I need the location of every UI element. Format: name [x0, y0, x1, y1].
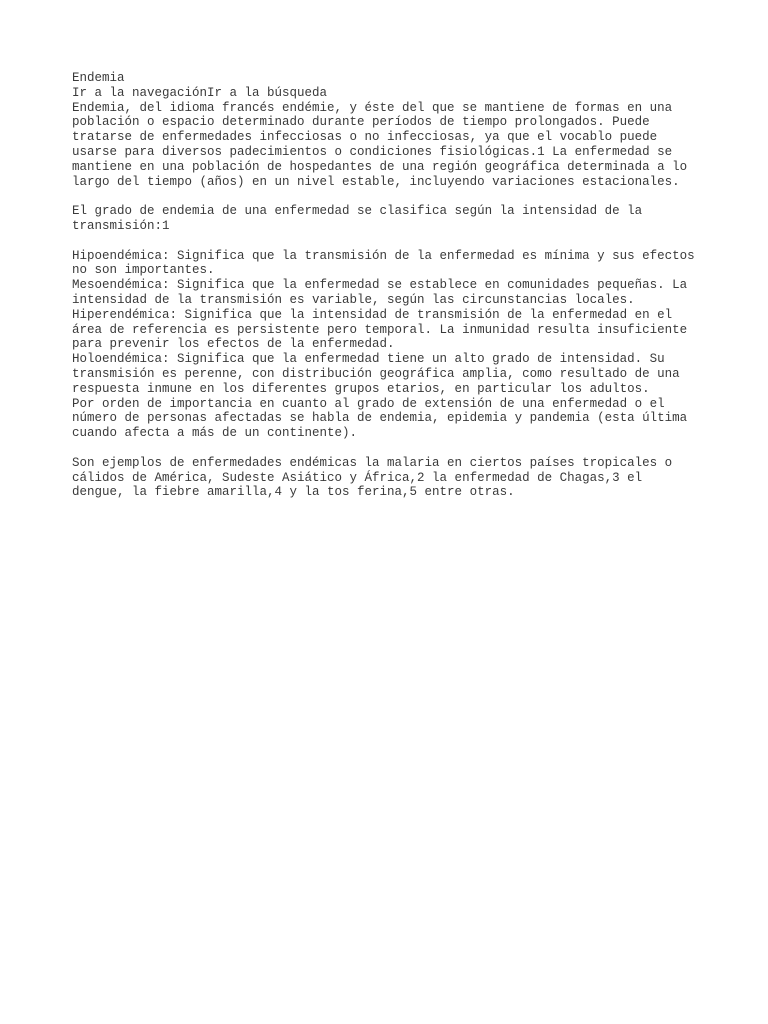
paragraph-spacer	[72, 234, 712, 249]
navigation-links[interactable]: Ir a la navegaciónIr a la búsqueda	[72, 85, 328, 100]
level-mesoendemica: Mesoendémica: Significa que la enfermedad se establece en comunidades pequeñas. La intensidad de la transmisión es variable, según las circunstancias locales.	[72, 278, 688, 307]
level-holoendemica: Holoendémica: Significa que la enfermedad tiene un alto grado de intensidad. Su transmisión es perenne, con distribución geográfica amplia, como resultado de una respuesta inmune en los diferentes grupos etarios, en particular los adultos.	[72, 352, 680, 396]
orden-paragraph: Por orden de importancia en cuanto al grado de extensión de una enfermedad o el número de personas afectadas se habla de endemia, epidemia y pandemia (esta última cuando afecta a más de un continente).	[72, 396, 688, 441]
intro-paragraph: Endemia, del idioma francés endémie, y éste del que se mantiene de formas en una población o espacio determinado durante períodos de tiempo prolongados. Puede tratarse de enfermedades infecciosas o no infecciosas, ya que el vocablo puede usarse para diversos padecimientos o condiciones fisiológicas.1 La enfermedad se mantiene en una población de hospedantes de una región geográfica determinada a lo largo del tiempo (años) en un nivel estable, incluyendo variaciones estacionales.	[72, 100, 688, 189]
grado-intro-paragraph: El grado de endemia de una enfermedad se clasifica según la intensidad de la transmisión:1	[72, 204, 643, 233]
level-hiperendemica: Hiperendémica: Significa que la intensidad de transmisión de la enfermedad en el área de referencia es persistente pero temporal. La inmunidad resulta insuficiente para prevenir los efectos de la enfermedad.	[72, 307, 688, 352]
paragraph-spacer	[72, 189, 712, 204]
page-title: Endemia	[72, 71, 125, 85]
ejemplos-paragraph: Son ejemplos de enfermedades endémicas la malaria en ciertos países tropicales o cálidos de América, Sudeste Asiático y África,2 la enfermedad de Chagas,3 el dengue, la fiebre amarilla,4 y la tos ferina,5 entre otras.	[72, 455, 673, 500]
paragraph-spacer	[72, 441, 712, 456]
level-hipoendemica: Hipoendémica: Significa que la transmisión de la enfermedad es mínima y sus efectos no son importantes.	[72, 248, 695, 278]
document-page	[72, 71, 712, 500]
